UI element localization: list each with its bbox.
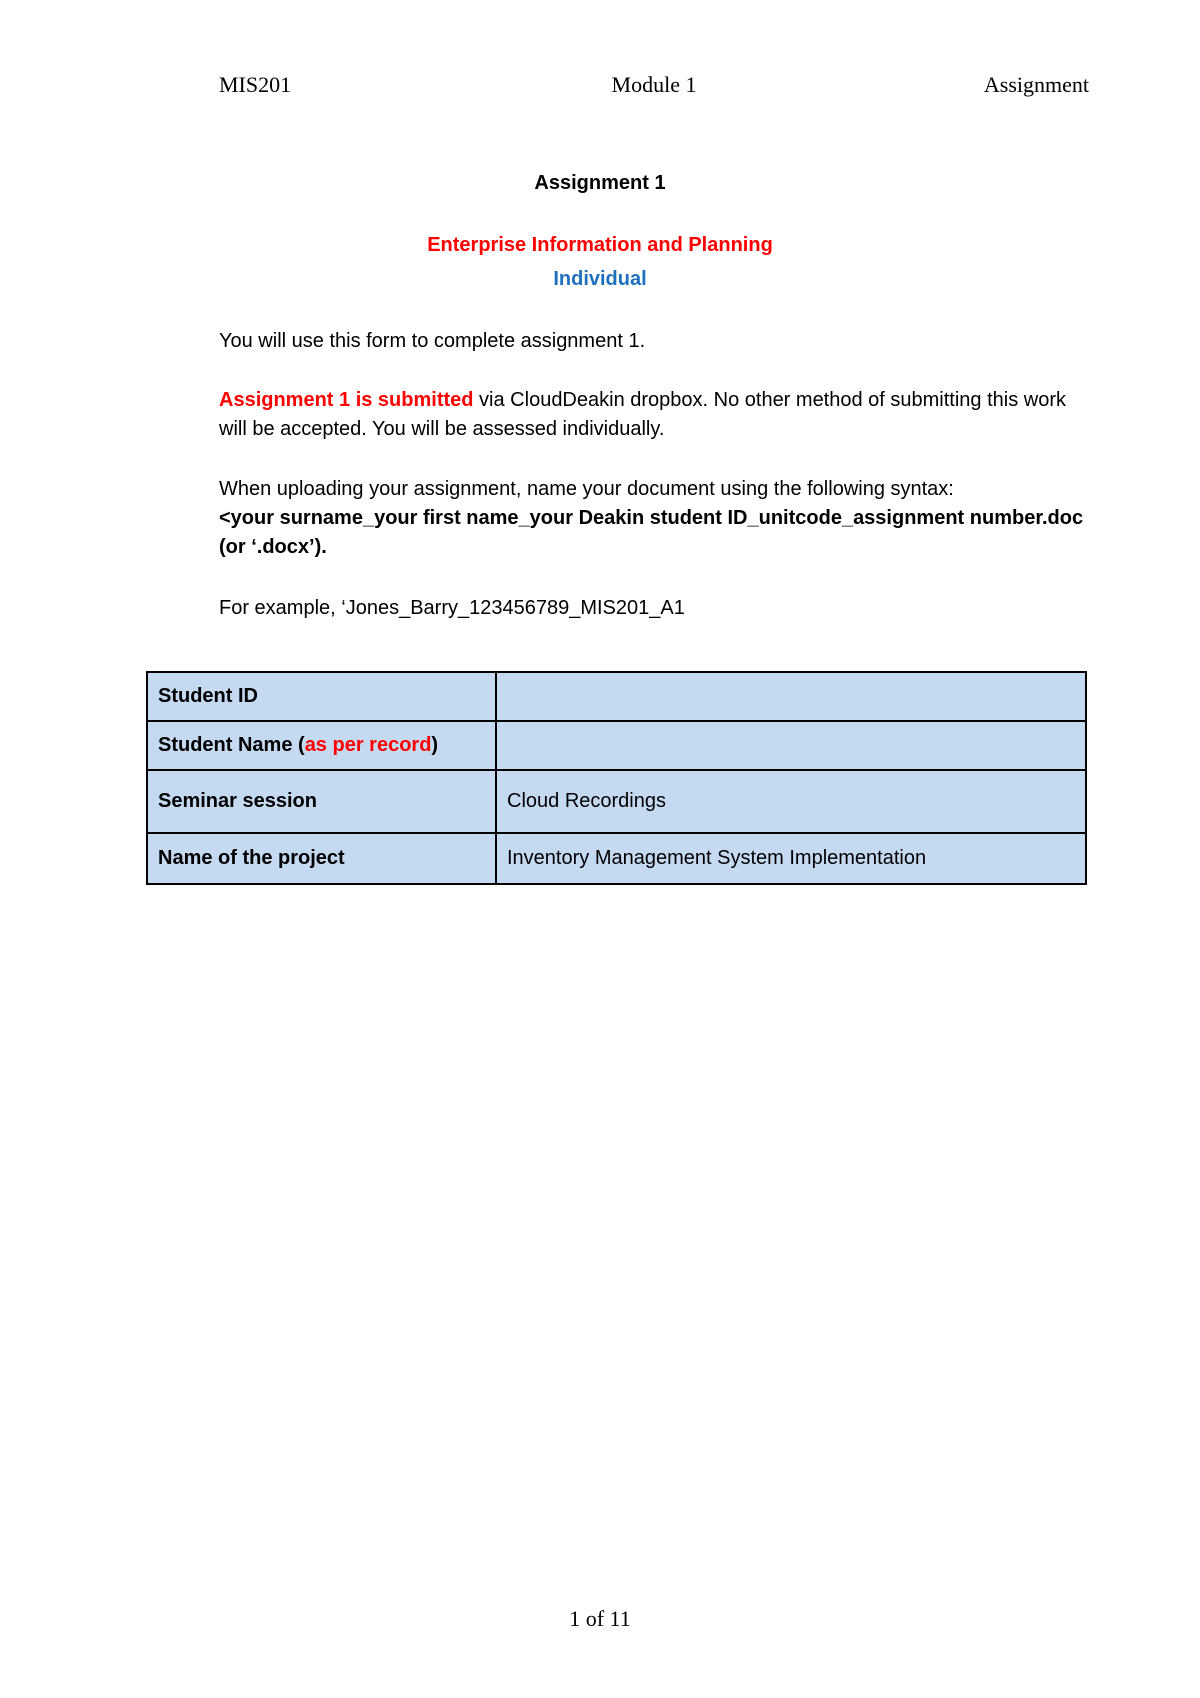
table-row (147, 721, 1086, 770)
naming-intro: When uploading your assignment, name your document using the following syntax: (219, 478, 954, 500)
naming-syntax: <your surname_your first name_your Deakin student ID_unitcode_assignment number.doc (or ‘.docx’). (219, 507, 1084, 558)
student-id-label: Student ID (147, 672, 496, 721)
student-name-label-main: Student Name ( (158, 734, 305, 756)
header-doc-type: Assignment (983, 72, 1089, 97)
page-header (219, 72, 1089, 104)
header-course-code: MIS201 (219, 72, 292, 97)
submission-highlight: Assignment 1 is submitted (219, 389, 474, 411)
student-name-value (496, 721, 1086, 770)
student-name-label-end: ) (431, 734, 439, 756)
project-name-value: Inventory Management System Implementation (496, 833, 1086, 884)
header-module: Module 1 (611, 72, 697, 97)
project-name-label: Name of the project (147, 833, 496, 884)
submission-paragraph (219, 386, 1089, 444)
seminar-session-value: Cloud Recordings (496, 770, 1086, 833)
intro-paragraph: You will use this form to complete assignment 1. (219, 330, 646, 352)
document-subtitle: Enterprise Information and Planning (427, 234, 773, 256)
student-name-label (147, 721, 496, 770)
seminar-session-label: Seminar session (147, 770, 496, 833)
student-info-table (146, 671, 1087, 885)
example-paragraph: For example, ‘Jones_Barry_123456789_MIS201_A1 (219, 597, 685, 619)
table-row (147, 770, 1086, 833)
table-row (147, 672, 1086, 721)
student-id-value (496, 672, 1086, 721)
naming-paragraph (219, 475, 1089, 562)
document-title: Assignment 1 (534, 172, 666, 194)
submission-text: via CloudDeakin dropbox. No other method of submitting this work will be accepted. You will be assessed individually. (219, 389, 1067, 440)
table-row (147, 833, 1086, 884)
page-number: 1 of 11 (569, 1606, 631, 1631)
student-name-label-highlight: as per record (304, 734, 432, 756)
assessment-mode: Individual (553, 268, 647, 290)
